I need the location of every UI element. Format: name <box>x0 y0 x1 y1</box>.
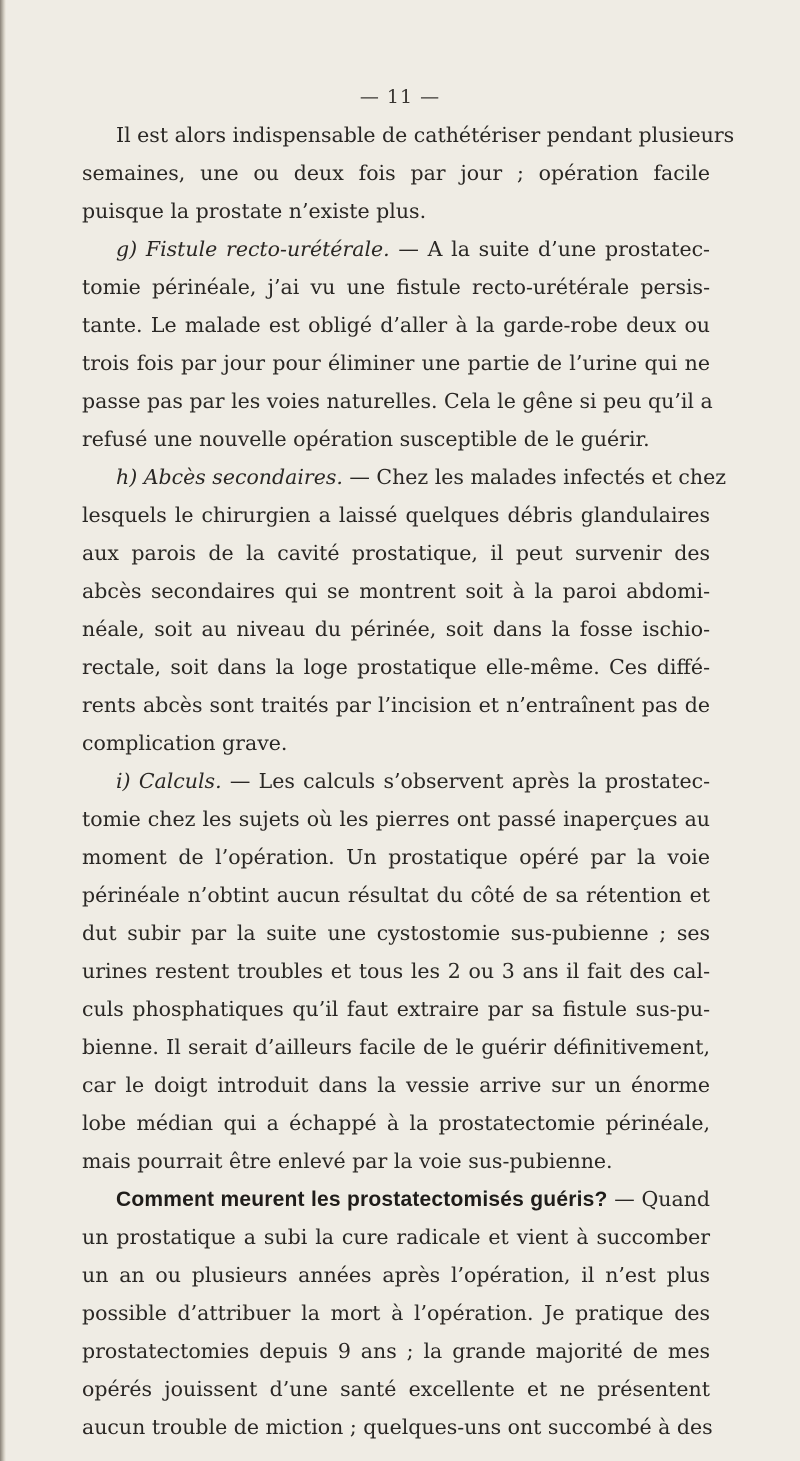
section-comment-first-line-rest: — Quand <box>607 1187 711 1211</box>
text-line: lobe médian qui a échappé à la prostatectomie périnéale, <box>82 1111 710 1135</box>
text-line: dut subir par la suite une cystostomie sus-pubienne ; ses <box>82 921 710 945</box>
text-line: car le doigt introduit dans la vessie arrive sur un énorme <box>82 1073 710 1097</box>
document-body <box>82 116 735 1446</box>
section-h-first-line <box>82 458 727 496</box>
text-line: passe pas par les voies naturelles. Cela le gêne si peu qu’il a <box>82 389 713 413</box>
text-line: Il est alors indispensable de cathétériser pendant plusieurs <box>116 123 735 147</box>
text-line: opérés jouissent d’une santé excellente et ne présentent <box>82 1377 710 1401</box>
section-i-first-line <box>82 762 710 800</box>
text-line: moment de l’opération. Un prostatique opéré par la voie <box>82 845 710 869</box>
text-line: tante. Le malade est obligé d’aller à la garde-robe deux ou <box>82 313 710 337</box>
section-i-title: Calculs. <box>138 769 222 793</box>
section-g-first-line-rest: — A la suite d’une prostatec- <box>389 237 710 261</box>
section-g-marker: g) <box>116 237 138 261</box>
section-h-marker: h) <box>116 465 138 489</box>
text-line: urines restent troubles et tous les 2 ou 3 ans il fait des cal- <box>82 959 710 983</box>
text-line: mais pourrait être enlevé par la voie sus-pubienne. <box>82 1149 613 1173</box>
text-line: un an ou plusieurs années après l’opération, il n’est plus <box>82 1263 710 1287</box>
text-line: périnéale n’obtint aucun résultat du côté de sa rétention et <box>82 883 710 907</box>
page-edge-shadow <box>0 0 6 1461</box>
text-line: rents abcès sont traités par l’incision et n’entraînent pas de <box>82 693 710 717</box>
text-line: prostatectomies depuis 9 ans ; la grande majorité de mes <box>82 1339 710 1363</box>
text-line: trois fois par jour pour éliminer une partie de l’urine qui ne <box>82 351 710 375</box>
page-number: — 11 — <box>359 86 441 108</box>
text-line: tomie chez les sujets où les pierres ont passé inaperçues au <box>82 807 710 831</box>
section-comment-first-line <box>82 1180 710 1218</box>
section-h-first-line-rest: — Chez les malades infectés et chez <box>342 465 727 489</box>
text-line: aucun trouble de miction ; quelques-uns ont succombé à des <box>82 1415 713 1439</box>
text-line: tomie périnéale, j’ai vu une fistule recto-urétérale persis- <box>82 275 710 299</box>
text-line: aux parois de la cavité prostatique, il peut survenir des <box>82 541 710 565</box>
text-line: abcès secondaires qui se montrent soit à la paroi abdomi- <box>82 579 710 603</box>
section-h-title: Abcès secondaires. <box>143 465 343 489</box>
text-line: puisque la prostate n’existe plus. <box>82 199 427 223</box>
text-line: un prostatique a subi la cure radicale et vient à succomber <box>82 1225 710 1249</box>
section-i-marker: i) <box>116 769 131 793</box>
section-i-first-line-rest: — Les calculs s’observent après la prostatec- <box>221 769 710 793</box>
text-line: néale, soit au niveau du périnée, soit dans la fosse ischio- <box>82 617 710 641</box>
text-line: lesquels le chirurgien a laissé quelques débris glandulaires <box>82 503 710 527</box>
text-line: culs phosphatiques qu’il faut extraire par sa fistule sus-pu- <box>82 997 710 1021</box>
text-line: bienne. Il serait d’ailleurs facile de le guérir définitivement, <box>82 1035 710 1059</box>
text-line: refusé une nouvelle opération susceptible de le guérir. <box>82 427 650 451</box>
section-g-first-line <box>82 230 710 268</box>
text-line: semaines, une ou deux fois par jour ; opération facile <box>82 161 710 185</box>
section-heading: Comment meurent les prostatectomisés guéris? <box>116 1188 608 1211</box>
text-line: possible d’attribuer la mort à l’opération. Je pratique des <box>82 1301 710 1325</box>
text-line: complication grave. <box>82 731 288 755</box>
text-line: rectale, soit dans la loge prostatique elle-même. Ces diffé- <box>82 655 710 679</box>
section-g-title: Fistule recto-urétérale. <box>145 237 390 261</box>
